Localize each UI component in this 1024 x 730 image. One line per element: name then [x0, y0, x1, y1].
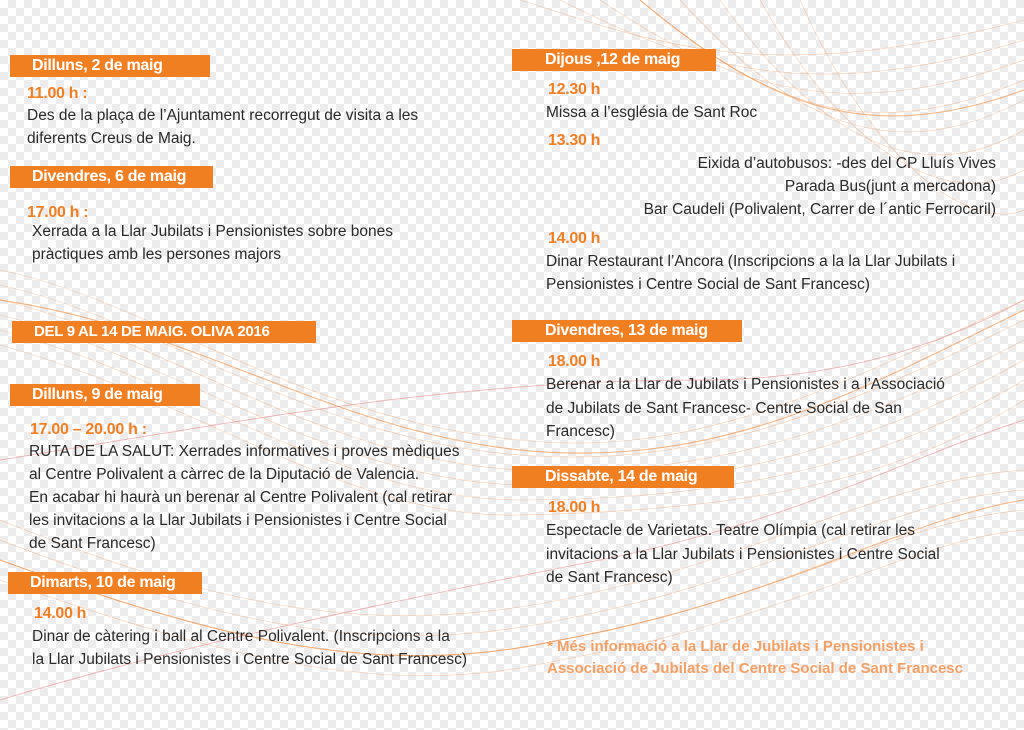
- event-text: la Llar Jubilats i Pensionistes i Centre Social de Sant Francesc): [32, 651, 468, 668]
- day-header-dilluns-2: Dilluns, 2 de maig: [10, 55, 210, 77]
- time-label: 12.30 h: [548, 81, 601, 98]
- info-note: Associació de Jubilats del Centre Social de Sant Francesc: [547, 660, 963, 677]
- event-text: Berenar a la Llar de Jubilats i Pensionistes i a l’Associació: [546, 376, 945, 393]
- time-label: 14.00 h: [548, 230, 601, 247]
- event-text: RUTA DE LA SALUT: Xerrades informatives i proves mèdiques: [29, 443, 460, 460]
- time-label: 17.00 h :: [27, 204, 89, 221]
- event-text: Xerrada a la Llar Jubilats i Pensionistes sobre bones: [32, 223, 394, 240]
- event-text: Missa a l’església de Sant Roc: [546, 104, 758, 121]
- day-header-dissabte-14: Dissabte, 14 de maig: [512, 466, 734, 488]
- day-header-divendres-13: Divendres, 13 de maig: [512, 320, 742, 342]
- event-text: de Sant Francesc): [29, 535, 156, 552]
- event-text: diferents Creus de Maig.: [27, 130, 196, 147]
- bus-departure-text: Parada Bus(junt a mercadona): [784, 178, 996, 195]
- range-header: DEL 9 AL 14 DE MAIG. OLIVA 2016: [12, 321, 316, 343]
- day-header-dilluns-9: Dilluns, 9 de maig: [10, 384, 200, 406]
- event-text: Francesc): [546, 423, 615, 440]
- event-text: Dinar de càtering i ball al Centre Polivalent. (Inscripcions a la: [32, 628, 450, 645]
- event-text: al Centre Polivalent a càrrec de la Diputació de Valencia.: [29, 466, 420, 483]
- bus-departure-text: Bar Caudeli (Polivalent, Carrer de l´antic Ferrocaril): [643, 201, 996, 218]
- time-label: 11.00 h :: [27, 85, 88, 102]
- time-label: 14.00 h: [34, 605, 87, 622]
- time-label: 18.00 h: [548, 353, 601, 370]
- event-text: Des de la plaça de l’Ajuntament recorregut de visita a les: [27, 107, 419, 124]
- day-header-dimarts-10: Dimarts, 10 de maig: [8, 572, 202, 594]
- info-note: * Més informació a la Llar de Jubilats i Pensionistes i: [547, 638, 924, 655]
- event-text: les invitacions a la Llar Jubilats i Pensionistes i Centre Social: [29, 512, 447, 529]
- day-header-dijous-12: Dijous ,12 de maig: [512, 49, 716, 71]
- bus-departure-text: Eixida d’autobusos: -des del CP Lluís Vives: [697, 155, 996, 172]
- time-label: 13.30 h: [548, 132, 601, 149]
- event-text: En acabar hi haurà un berenar al Centre Polivalent (cal retirar: [29, 489, 453, 506]
- event-text: invitacions a la Llar Jubilats i Pensionistes i Centre Social: [546, 546, 940, 563]
- time-label: 17.00 – 20.00 h :: [30, 421, 147, 438]
- time-label: 18.00 h: [548, 499, 601, 516]
- event-text: de Jubilats de Sant Francesc- Centre Social de San: [546, 400, 902, 417]
- event-text: de Sant Francesc): [546, 569, 673, 586]
- event-text: Pensionistes i Centre Social de Sant Francesc): [546, 276, 870, 293]
- event-text: Espectacle de Varietats. Teatre Olímpia (cal retirar les: [546, 522, 915, 539]
- day-header-divendres-6: Divendres, 6 de maig: [10, 166, 213, 188]
- event-text: Dinar Restaurant l’Ancora (Inscripcions a la la Llar Jubilats i: [546, 253, 956, 270]
- event-text: pràctiques amb les persones majors: [32, 246, 281, 263]
